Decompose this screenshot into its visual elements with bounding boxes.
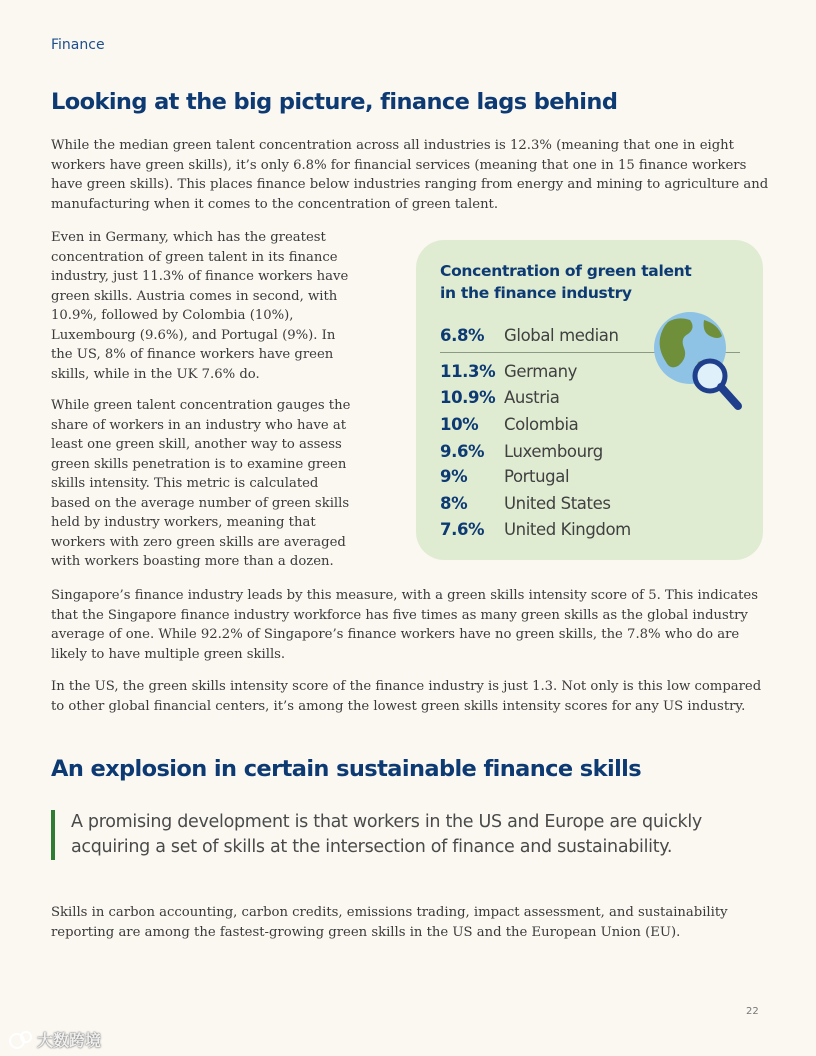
stat-row-portugal	[440, 465, 569, 487]
stat-value: 11.3%	[440, 361, 496, 381]
intro-paragraph: While the median green talent concentration across all industries is 12.3% (meaning that one in eight workers have green skills), it’s only 6.8% for financial services (meaning that one in 15 finance workers have green skills). This places finance below industries ranging from energy and mining to agriculture and manufacturing when it comes to the concentration of green talent.	[51, 138, 769, 212]
stat-row-global-median	[440, 324, 619, 346]
section-label: Finance	[51, 37, 105, 53]
watermark-logo-icon	[8, 1030, 34, 1050]
pull-quote: A promising development is that workers in the US and Europe are quickly acquiring a set of skills at the intersection of finance and sustainability.	[51, 810, 771, 860]
stat-row-colombia	[440, 413, 578, 435]
stat-value: 8%	[440, 493, 468, 513]
concentration-card	[416, 240, 763, 560]
singapore-paragraph: Singapore’s finance industry leads by this measure, with a green skills intensity score of 5. This indicates that the Singapore finance industry workforce has five times as many green skills as the global industry average of one. While 92.2% of Singapore’s finance workers have no green skills, the 7.8% who do are likely to have multiple green skills.	[51, 588, 758, 662]
page-number: 22	[746, 1006, 759, 1017]
stat-label: United States	[504, 493, 611, 513]
stat-label: Global median	[504, 325, 619, 345]
stat-value: 10.9%	[440, 387, 496, 407]
section-heading-big-picture: Looking at the big picture, finance lags behind	[51, 89, 618, 115]
stat-row-austria	[440, 386, 560, 408]
stat-value: 10%	[440, 414, 479, 434]
watermark	[8, 1028, 101, 1051]
intensity-paragraph: While green talent concentration gauges the share of workers in an industry who have at least one green skill, another way to assess green skills penetration is to examine green skills intensity. This metric is calculated based on the average number of green skills held by industry workers, meaning that workers with zero green skills are averaged with workers boasting more than a dozen.	[51, 398, 351, 569]
stat-label: Germany	[504, 361, 578, 381]
germany-paragraph: Even in Germany, which has the greatest concentration of green talent in its finance industry, just 11.3% of finance workers have green skills. Austria comes in second, with 10.9%, followed by Colombia (10%), Luxembourg (9.6%), and Portugal (9%). In the US, 8% of finance workers have green skills, while in the UK 7.6% do.	[51, 230, 349, 382]
stat-row-united-states	[440, 492, 611, 514]
card-title: Concentration of green talent in the finance industry	[440, 262, 692, 302]
stat-label: Austria	[504, 387, 560, 407]
stat-label: Portugal	[504, 466, 570, 486]
stat-label: United Kingdom	[504, 519, 631, 539]
skills-paragraph: Skills in carbon accounting, carbon credits, emissions trading, impact assessment, and sustainability reporting are among the fastest-growing green skills in the US and the European Union (EU).	[51, 905, 728, 940]
stat-label: Luxembourg	[504, 441, 603, 461]
section-heading-explosion: An explosion in certain sustainable finance skills	[51, 756, 642, 782]
stat-value: 9.6%	[440, 441, 485, 461]
stat-value: 7.6%	[440, 519, 485, 539]
us-intensity-paragraph: In the US, the green skills intensity score of the finance industry is just 1.3. Not only is this low compared to other global financial centers, it’s among the lowest green skills intensity scores for any US industry.	[51, 679, 762, 714]
stat-row-germany	[440, 360, 577, 382]
stat-value: 6.8%	[440, 325, 485, 345]
stat-label: Colombia	[504, 414, 579, 434]
stat-row-luxembourg	[440, 440, 603, 462]
stat-row-united-kingdom	[440, 518, 631, 540]
watermark-text: 大数跨境	[37, 1031, 102, 1050]
globe-magnifier-icon	[648, 310, 748, 420]
stat-value: 9%	[440, 466, 468, 486]
